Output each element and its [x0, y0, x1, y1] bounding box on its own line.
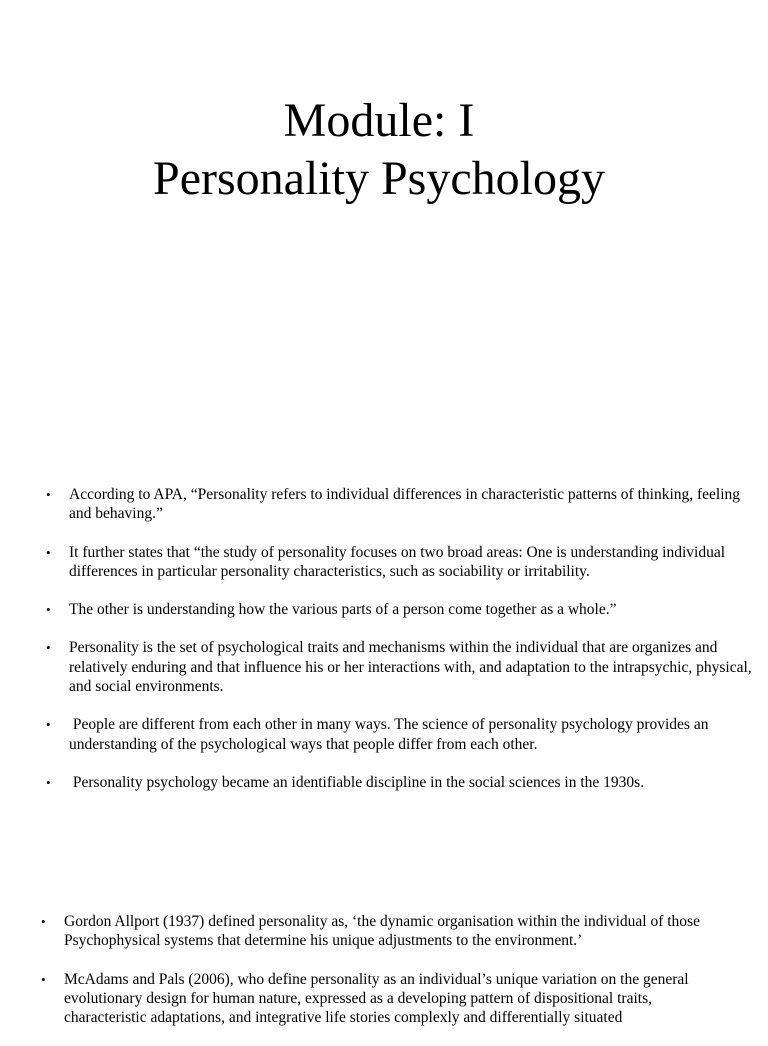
list-item-text: It further states that “the study of personality focuses on two broad areas: One is understanding individual differences in particular personality characteristics, such as sociability or irritability. [69, 543, 726, 580]
list-item [46, 543, 756, 582]
list-item [46, 485, 756, 524]
bullet-icon: • [46, 602, 51, 618]
bullet-icon: • [41, 971, 46, 987]
bullet-icon: • [46, 640, 51, 656]
list-item [46, 773, 756, 792]
list-item-text: People are different from each other in many ways. The science of personality psychology provides an understanding of the psychological ways that people differ from each other. [69, 716, 713, 753]
definitions-list [46, 485, 756, 811]
list-item [41, 970, 721, 1028]
bullet-icon: • [46, 774, 51, 790]
title-line-subject: Personality Psychology [153, 152, 605, 205]
bullet-icon: • [46, 544, 51, 560]
page-title [0, 92, 758, 208]
list-item-text: McAdams and Pals (2006), who define personality as an individual’s unique variation on the general evolutionary design for human nature, expressed as a developing pattern of dispositional traits, characteristic adaptations, and integrative life stories complexly and differentially situated [64, 970, 689, 1027]
list-item [46, 715, 756, 754]
list-item-text: According to APA, “Personality refers to individual differences in characteristic patterns of thinking, feeling and behaving.” [69, 486, 741, 523]
list-item-text: Gordon Allport (1937) defined personality as, ‘the dynamic organisation within the individual of those Psychophysical systems that determine his unique adjustments to the environment.’ [64, 913, 700, 950]
list-item-text: Personality psychology became an identifiable discipline in the social sciences in the 1930s. [69, 773, 645, 791]
list-item [46, 600, 756, 619]
bullet-icon: • [46, 717, 51, 733]
list-item-text: Personality is the set of psychological traits and mechanisms within the individual that are organizes and relatively enduring and that influence his or her interactions with, and adaptation to the intrapsychic, physical, and social environments. [69, 639, 752, 696]
bullet-icon: • [46, 487, 51, 502]
definitions-list-2 [41, 912, 721, 1046]
title-line-module: Module: I [283, 94, 475, 147]
list-item-text: The other is understanding how the various parts of a person come together as a whole.” [69, 601, 617, 619]
list-item [41, 912, 721, 951]
bullet-icon: • [41, 914, 46, 929]
list-item [46, 638, 756, 696]
